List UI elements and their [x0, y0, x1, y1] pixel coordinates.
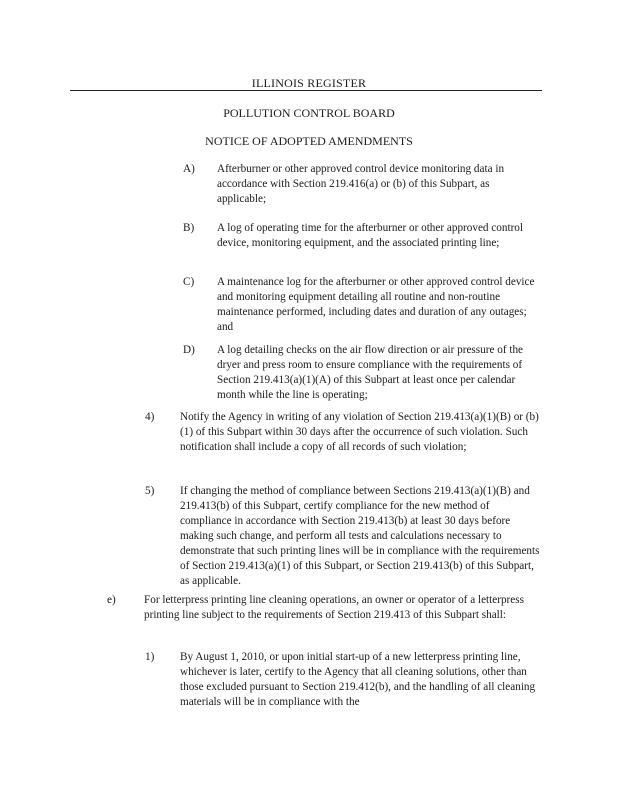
item-text: If changing the method of compliance between Sections 219.413(a)(1)(B) and 219.413(b) of this Subpart, certify compliance for the new method of compliance in accordance with Section 219.413(b) at least 30 days before making such change, and perform all tests and calculations necessary to demonstrate that such printing lines will be in compliance with the requirements of Section 219.413(a)(1) of this Subpart, or Section 219.413(b) of this Subpart, as applicable. — [180, 485, 540, 587]
header-rule — [70, 90, 542, 91]
item-text: A log of operating time for the afterburner or other approved control device, monitoring equipment, and the associated printing line; — [217, 222, 523, 249]
item-text: A maintenance log for the afterburner or other approved control device and monitoring equipment detailing all routine and non-routine maintenance performed, including dates and duration of any outages; and — [217, 276, 535, 333]
item-text: By August 1, 2010, or upon initial start-up of a new letterpress printing line, whichever is later, certify to the Agency that all cleaning solutions, other than those excluded pursuant to Section 219.412(b), and the handling of all cleaning materials will be in compliance with the — [180, 651, 536, 708]
item-label: A) — [183, 163, 195, 175]
item-label: e) — [107, 594, 116, 606]
item-label: D) — [183, 344, 195, 356]
item-label: 1) — [145, 651, 155, 663]
item-text: Notify the Agency in writing of any violation of Section 219.413(a)(1)(B) or (b)(1) of this Subpart within 30 days after the occurrence of such violation. Such notification shall include a copy of all records of such violation; — [180, 411, 539, 453]
board-title: POLLUTION CONTROL BOARD — [223, 106, 395, 120]
register-header: ILLINOIS REGISTER — [251, 76, 367, 90]
item-label: B) — [183, 222, 195, 234]
item-label: C) — [183, 276, 195, 288]
item-text: For letterpress printing line cleaning operations, an owner or operator of a letterpress printing line subject to the requirements of Section 219.413 of this Subpart shall: — [144, 594, 524, 621]
item-text: A log detailing checks on the air flow direction or air pressure of the dryer and press room to ensure compliance with the requirements of Section 219.413(a)(1)(A) of this Subpart at least once per calendar month while the line is operating; — [217, 344, 524, 401]
item-text: Afterburner or other approved control device monitoring data in accordance with Section 219.416(a) or (b) of this Subpart, as applicable; — [217, 163, 505, 205]
notice-title: NOTICE OF ADOPTED AMENDMENTS — [205, 134, 413, 148]
item-label: 4) — [145, 411, 155, 423]
item-label: 5) — [145, 485, 155, 497]
